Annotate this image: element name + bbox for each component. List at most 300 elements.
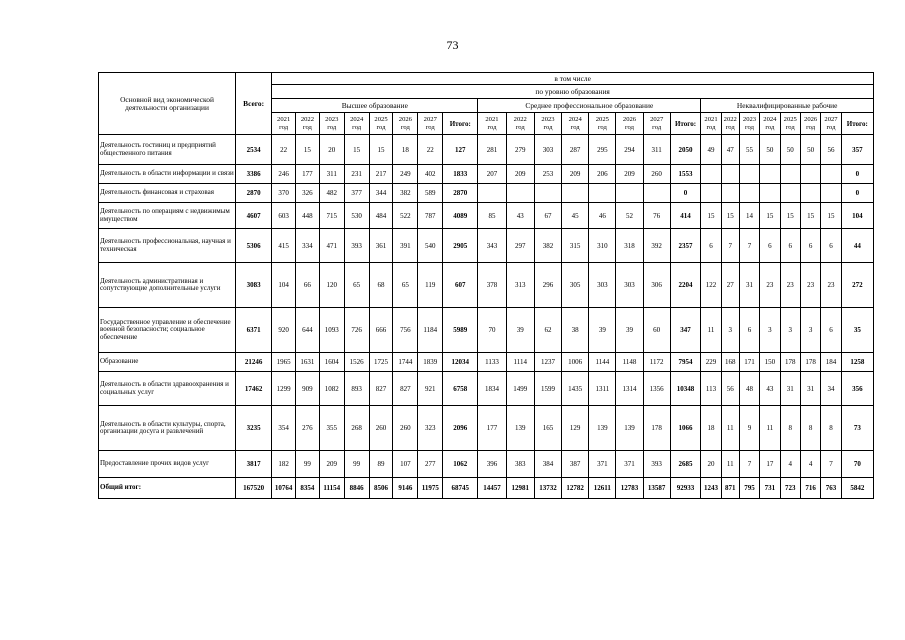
secondary-year-value: 396 — [478, 451, 506, 478]
unskilled-year-value: 4 — [780, 451, 800, 478]
unskilled-itogo-value: 70 — [841, 451, 873, 478]
table-row — [99, 229, 874, 263]
higher-itogo-value: 5989 — [443, 308, 478, 353]
unskilled-year-value: 31 — [780, 372, 800, 406]
higher-year-value: 1839 — [418, 353, 443, 372]
row-total: 3083 — [236, 263, 272, 308]
higher-year-value: 1082 — [319, 372, 344, 406]
higher-year-value: 1744 — [393, 353, 418, 372]
secondary-itogo-value: 1066 — [670, 406, 701, 451]
secondary-year-value: 1599 — [534, 372, 561, 406]
secondary-year-value: 12981 — [506, 478, 534, 499]
unskilled-year-value: 11 — [721, 406, 739, 451]
secondary-year-value: 43 — [506, 203, 534, 229]
higher-year-value: 482 — [319, 184, 344, 203]
activity-name: Деятельность административная и сопутствующие дополнительные услуги — [99, 263, 236, 308]
unskilled-year-value: 716 — [800, 478, 820, 499]
higher-year-value: 1965 — [272, 353, 296, 372]
higher-year-value: 326 — [296, 184, 320, 203]
secondary-year-value — [643, 184, 670, 203]
activity-name: Деятельность в области культуры, спорта, организации досуга и развлечений — [99, 406, 236, 451]
secondary-year-value: 1834 — [478, 372, 506, 406]
secondary-year-value: 67 — [534, 203, 561, 229]
higher-itogo-value: 2096 — [443, 406, 478, 451]
unskilled-year-value: 49 — [701, 135, 721, 165]
god-label: год — [785, 123, 795, 131]
unskilled-year-value — [800, 184, 820, 203]
secondary-year-value: 343 — [478, 229, 506, 263]
secondary-year-value: 371 — [589, 451, 616, 478]
higher-year-value: 603 — [272, 203, 296, 229]
unskilled-year-value: 150 — [760, 353, 780, 372]
unskilled-year-value: 122 — [701, 263, 721, 308]
secondary-year-value: 315 — [562, 229, 589, 263]
secondary-year-value: 209 — [562, 165, 589, 184]
secondary-year-value: 209 — [506, 165, 534, 184]
employment-table — [98, 72, 874, 499]
secondary-year-value: 295 — [589, 135, 616, 165]
higher-year-value: 276 — [296, 406, 320, 451]
year-label: 2027 — [650, 115, 664, 123]
year-label: 2022 — [300, 115, 315, 123]
secondary-year-value: 383 — [506, 451, 534, 478]
higher-year-value: 20 — [319, 135, 344, 165]
higher-year-header — [319, 113, 344, 135]
secondary-year-value: 1314 — [616, 372, 643, 406]
higher-itogo-value: 4089 — [443, 203, 478, 229]
unskilled-year-value: 723 — [780, 478, 800, 499]
unskilled-year-value: 20 — [701, 451, 721, 478]
unskilled-itogo-value: 272 — [841, 263, 873, 308]
secondary-year-value: 1499 — [506, 372, 534, 406]
unskilled-year-value: 23 — [800, 263, 820, 308]
secondary-year-value: 207 — [478, 165, 506, 184]
unskilled-year-value: 11 — [721, 451, 739, 478]
higher-year-value: 715 — [319, 203, 344, 229]
unskilled-year-value: 178 — [800, 353, 820, 372]
unskilled-year-value: 23 — [760, 263, 780, 308]
secondary-year-value: 1006 — [562, 353, 589, 372]
table-row — [99, 308, 874, 353]
higher-year-value: 15 — [296, 135, 320, 165]
unskilled-year-value — [760, 165, 780, 184]
higher-year-value: 246 — [272, 165, 296, 184]
unskilled-year-value: 171 — [739, 353, 759, 372]
activity-name: Государственное управление и обеспечение военной безопасности; социальное обеспечение — [99, 308, 236, 353]
higher-year-value: 334 — [296, 229, 320, 263]
secondary-year-value: 313 — [506, 263, 534, 308]
activity-name: Деятельность гостиниц и предприятий общественного питания — [99, 135, 236, 165]
secondary-itogo-value: 92933 — [670, 478, 701, 499]
secondary-year-value: 60 — [643, 308, 670, 353]
year-label: 2023 — [325, 115, 339, 123]
higher-itogo-value: 6758 — [443, 372, 478, 406]
higher-year-value: 530 — [344, 203, 369, 229]
year-label: 2022 — [723, 115, 737, 123]
year-label: 2025 — [374, 115, 388, 123]
education-level-header: по уровню образования — [272, 85, 874, 99]
table-row — [99, 135, 874, 165]
year-label: 2025 — [783, 115, 797, 123]
higher-year-value: 354 — [272, 406, 296, 451]
higher-year-value: 65 — [393, 263, 418, 308]
unskilled-year-value: 3 — [800, 308, 820, 353]
unskilled-itogo-value: 357 — [841, 135, 873, 165]
higher-year-value: 120 — [319, 263, 344, 308]
secondary-year-header — [562, 113, 589, 135]
unskilled-year-header — [701, 113, 721, 135]
higher-year-value: 323 — [418, 406, 443, 451]
secondary-itogo-value: 2685 — [670, 451, 701, 478]
higher-itogo-value: 2905 — [443, 229, 478, 263]
secondary-year-value: 39 — [616, 308, 643, 353]
higher-itogo-value: 127 — [443, 135, 478, 165]
secondary-year-value: 297 — [506, 229, 534, 263]
unskilled-year-value: 184 — [821, 353, 841, 372]
higher-year-value: 249 — [393, 165, 418, 184]
unskilled-year-value — [780, 165, 800, 184]
unskilled-year-value: 43 — [760, 372, 780, 406]
higher-year-value: 1725 — [369, 353, 393, 372]
god-label: год — [425, 123, 435, 131]
unskilled-year-value — [701, 165, 721, 184]
secondary-year-value: 1311 — [589, 372, 616, 406]
higher-year-value: 119 — [418, 263, 443, 308]
unskilled-year-value: 229 — [701, 353, 721, 372]
unskilled-year-value: 15 — [821, 203, 841, 229]
higher-year-value: 382 — [393, 184, 418, 203]
unskilled-year-value: 15 — [780, 203, 800, 229]
table-row — [99, 372, 874, 406]
unskilled-year-value: 763 — [821, 478, 841, 499]
higher-year-header — [272, 113, 296, 135]
unskilled-itogo-value: 44 — [841, 229, 873, 263]
higher-year-header — [418, 113, 443, 135]
unskilled-year-value: 178 — [780, 353, 800, 372]
activity-name: Деятельность в области здравоохранения и социальных услуг — [99, 372, 236, 406]
secondary-year-value: 177 — [478, 406, 506, 451]
god-label: год — [376, 123, 386, 131]
higher-year-value: 99 — [344, 451, 369, 478]
unskilled-year-value — [721, 165, 739, 184]
unskilled-year-value: 6 — [800, 229, 820, 263]
unskilled-year-value: 17 — [760, 451, 780, 478]
unskilled-year-header — [780, 113, 800, 135]
unskilled-year-value: 871 — [721, 478, 739, 499]
higher-year-value: 471 — [319, 229, 344, 263]
higher-year-value: 666 — [369, 308, 393, 353]
higher-year-value: 89 — [369, 451, 393, 478]
secondary-year-value: 279 — [506, 135, 534, 165]
higher-itogo-value: 2870 — [443, 184, 478, 203]
year-label: 2024 — [568, 115, 582, 123]
row-total: 3386 — [236, 165, 272, 184]
unskilled-year-header — [721, 113, 739, 135]
unskilled-year-value: 6 — [780, 229, 800, 263]
unskilled-year-value: 1243 — [701, 478, 721, 499]
higher-year-value: 1631 — [296, 353, 320, 372]
higher-year-value: 370 — [272, 184, 296, 203]
higher-itogo-value: 68745 — [443, 478, 478, 499]
unskilled-year-value — [821, 165, 841, 184]
higher-year-value: 589 — [418, 184, 443, 203]
unskilled-year-value: 7 — [821, 451, 841, 478]
god-label: год — [652, 123, 662, 131]
higher-year-value: 107 — [393, 451, 418, 478]
higher-year-value: 11154 — [319, 478, 344, 499]
page-number: 73 — [446, 38, 459, 52]
secondary-itogo-header: Итого: — [670, 113, 701, 135]
activity-name: Деятельность финансовая и страховая — [99, 184, 236, 203]
unskilled-year-value: 9 — [739, 406, 759, 451]
secondary-itogo-value: 7954 — [670, 353, 701, 372]
table-row — [99, 165, 874, 184]
higher-itogo-value: 12034 — [443, 353, 478, 372]
year-label: 2022 — [513, 115, 527, 123]
unskilled-year-value: 3 — [780, 308, 800, 353]
higher-year-value: 1299 — [272, 372, 296, 406]
higher-year-value: 448 — [296, 203, 320, 229]
god-label: год — [279, 123, 289, 131]
row-total: 2534 — [236, 135, 272, 165]
secondary-year-header — [643, 113, 670, 135]
higher-year-value: 15 — [344, 135, 369, 165]
secondary-year-value: 13732 — [534, 478, 561, 499]
secondary-year-value: 260 — [643, 165, 670, 184]
secondary-year-header — [589, 113, 616, 135]
god-label: год — [826, 123, 836, 131]
higher-year-value: 344 — [369, 184, 393, 203]
unskilled-year-value: 56 — [721, 372, 739, 406]
higher-itogo-value: 1062 — [443, 451, 478, 478]
unskilled-year-value: 731 — [760, 478, 780, 499]
higher-year-value: 22 — [418, 135, 443, 165]
god-label: год — [327, 123, 337, 131]
higher-year-value: 415 — [272, 229, 296, 263]
secondary-year-value: 305 — [562, 263, 589, 308]
higher-year-value: 540 — [418, 229, 443, 263]
unskilled-itogo-value: 0 — [841, 165, 873, 184]
unskilled-year-value: 6 — [739, 308, 759, 353]
unskilled-year-value — [739, 184, 759, 203]
unskilled-year-value: 7 — [739, 229, 759, 263]
higher-year-value: 361 — [369, 229, 393, 263]
year-label: 2021 — [277, 115, 291, 123]
secondary-year-value: 12611 — [589, 478, 616, 499]
higher-year-value: 268 — [344, 406, 369, 451]
secondary-year-value: 1172 — [643, 353, 670, 372]
god-label: год — [543, 123, 553, 131]
secondary-year-header — [616, 113, 643, 135]
higher-year-value: 355 — [319, 406, 344, 451]
secondary-year-value: 281 — [478, 135, 506, 165]
higher-year-value: 8354 — [296, 478, 320, 499]
unskilled-year-value: 56 — [821, 135, 841, 165]
unskilled-year-value: 8 — [780, 406, 800, 451]
unskilled-year-value: 795 — [739, 478, 759, 499]
higher-year-value: 22 — [272, 135, 296, 165]
higher-year-value: 522 — [393, 203, 418, 229]
higher-year-value: 402 — [418, 165, 443, 184]
secondary-itogo-value: 347 — [670, 308, 701, 353]
unskilled-year-value: 6 — [760, 229, 780, 263]
year-label: 2026 — [398, 115, 412, 123]
higher-year-value: 15 — [369, 135, 393, 165]
higher-year-value: 827 — [393, 372, 418, 406]
higher-year-value: 66 — [296, 263, 320, 308]
higher-year-value: 68 — [369, 263, 393, 308]
secondary-year-value: 253 — [534, 165, 561, 184]
unskilled-year-value: 55 — [739, 135, 759, 165]
higher-year-value: 182 — [272, 451, 296, 478]
god-label: год — [352, 123, 362, 131]
higher-year-value: 756 — [393, 308, 418, 353]
higher-year-value: 827 — [369, 372, 393, 406]
year-label: 2026 — [622, 115, 637, 123]
table-row — [99, 203, 874, 229]
unskilled-year-value: 31 — [800, 372, 820, 406]
activity-column-header: Основной вид экономической деятельности организации — [99, 73, 236, 135]
higher-year-value: 893 — [344, 372, 369, 406]
god-label: год — [597, 123, 607, 131]
god-label: год — [725, 123, 735, 131]
secondary-year-value: 139 — [506, 406, 534, 451]
row-total: 3817 — [236, 451, 272, 478]
row-total: 21246 — [236, 353, 272, 372]
unskilled-year-value: 50 — [800, 135, 820, 165]
secondary-year-value: 294 — [616, 135, 643, 165]
unskilled-year-value: 6 — [701, 229, 721, 263]
unskilled-year-value: 23 — [821, 263, 841, 308]
unskilled-year-value: 6 — [821, 308, 841, 353]
higher-year-value: 231 — [344, 165, 369, 184]
god-label: год — [570, 123, 580, 131]
activity-name: Общий итог: — [99, 478, 236, 499]
unskilled-year-value: 11 — [760, 406, 780, 451]
secondary-year-value: 371 — [616, 451, 643, 478]
higher-year-value: 260 — [369, 406, 393, 451]
unskilled-year-value: 8 — [800, 406, 820, 451]
unskilled-year-value: 27 — [721, 263, 739, 308]
unskilled-year-value: 3 — [760, 308, 780, 353]
unskilled-year-value: 47 — [721, 135, 739, 165]
secondary-year-value: 139 — [616, 406, 643, 451]
unskilled-year-header — [760, 113, 780, 135]
secondary-itogo-value: 2050 — [670, 135, 701, 165]
secondary-year-value: 1144 — [589, 353, 616, 372]
higher-year-value: 921 — [418, 372, 443, 406]
secondary-year-value: 1237 — [534, 353, 561, 372]
secondary-year-value: 165 — [534, 406, 561, 451]
god-label: год — [765, 123, 775, 131]
secondary-itogo-value: 10348 — [670, 372, 701, 406]
higher-itogo-value: 607 — [443, 263, 478, 308]
higher-year-value: 920 — [272, 308, 296, 353]
higher-year-value: 104 — [272, 263, 296, 308]
secondary-year-value: 303 — [589, 263, 616, 308]
secondary-year-value: 12783 — [616, 478, 643, 499]
unskilled-itogo-header: Итого: — [841, 113, 873, 135]
unskilled-itogo-value: 356 — [841, 372, 873, 406]
higher-itogo-header: Итого: — [443, 113, 478, 135]
unskilled-year-value: 14 — [739, 203, 759, 229]
unskilled-year-value — [721, 184, 739, 203]
secondary-year-value: 1356 — [643, 372, 670, 406]
secondary-year-value: 382 — [534, 229, 561, 263]
secondary-year-value: 76 — [643, 203, 670, 229]
god-label: год — [400, 123, 410, 131]
secondary-year-value: 318 — [616, 229, 643, 263]
higher-year-value: 644 — [296, 308, 320, 353]
secondary-year-value: 287 — [562, 135, 589, 165]
secondary-year-value: 52 — [616, 203, 643, 229]
secondary-year-value: 39 — [589, 308, 616, 353]
unskilled-year-value: 18 — [701, 406, 721, 451]
higher-year-value: 260 — [393, 406, 418, 451]
unskilled-year-value: 48 — [739, 372, 759, 406]
unskilled-workers-header: Неквалифицированные рабочие — [701, 99, 874, 113]
secondary-year-value: 1148 — [616, 353, 643, 372]
table-row — [99, 451, 874, 478]
secondary-itogo-value: 0 — [670, 184, 701, 203]
higher-year-value: 99 — [296, 451, 320, 478]
higher-year-value: 277 — [418, 451, 443, 478]
secondary-itogo-value: 414 — [670, 203, 701, 229]
higher-year-value: 9146 — [393, 478, 418, 499]
secondary-year-header — [478, 113, 506, 135]
higher-year-value: 209 — [319, 451, 344, 478]
unskilled-itogo-value: 73 — [841, 406, 873, 451]
unskilled-year-header — [739, 113, 759, 135]
higher-year-value: 393 — [344, 229, 369, 263]
higher-year-value: 377 — [344, 184, 369, 203]
unskilled-year-value: 11 — [701, 308, 721, 353]
secondary-year-header — [506, 113, 534, 135]
secondary-year-value: 303 — [534, 135, 561, 165]
god-label: год — [487, 123, 497, 131]
table-row — [99, 184, 874, 203]
higher-education-header: Высшее образование — [272, 99, 478, 113]
secondary-itogo-value: 1553 — [670, 165, 701, 184]
secondary-year-header — [534, 113, 561, 135]
year-label: 2027 — [824, 115, 838, 123]
unskilled-year-value — [701, 184, 721, 203]
secondary-year-value — [616, 184, 643, 203]
higher-year-value: 1184 — [418, 308, 443, 353]
unskilled-year-value: 50 — [760, 135, 780, 165]
higher-year-value: 909 — [296, 372, 320, 406]
secondary-itogo-value: 2357 — [670, 229, 701, 263]
table-row — [99, 406, 874, 451]
secondary-year-value — [506, 184, 534, 203]
unskilled-year-value — [821, 184, 841, 203]
secondary-year-value: 310 — [589, 229, 616, 263]
year-label: 2023 — [541, 115, 555, 123]
secondary-year-value: 14457 — [478, 478, 506, 499]
higher-year-value: 1093 — [319, 308, 344, 353]
higher-year-value: 8506 — [369, 478, 393, 499]
v-tom-chisle-header: в том числе — [272, 73, 874, 85]
unskilled-itogo-value: 1258 — [841, 353, 873, 372]
activity-name: Деятельность профессиональная, научная и техническая — [99, 229, 236, 263]
table-row — [99, 353, 874, 372]
secondary-year-value: 12782 — [562, 478, 589, 499]
unskilled-year-value: 50 — [780, 135, 800, 165]
unskilled-year-header — [800, 113, 820, 135]
higher-year-value: 8846 — [344, 478, 369, 499]
unskilled-year-value: 7 — [721, 229, 739, 263]
secondary-year-value: 378 — [478, 263, 506, 308]
